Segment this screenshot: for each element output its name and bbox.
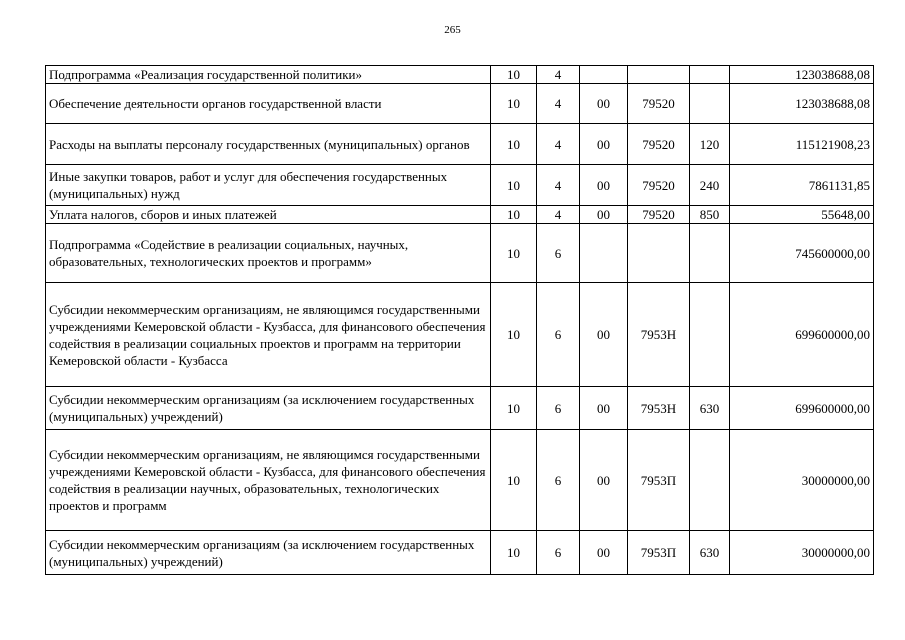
row-expense-type <box>690 283 730 387</box>
row-target-code: 7953П <box>628 531 690 575</box>
table-row <box>46 66 874 84</box>
row-amount: 745600000,00 <box>730 224 874 283</box>
row-section: 10 <box>491 430 537 531</box>
page-number: 265 <box>444 24 461 36</box>
row-target-code: 7953П <box>628 430 690 531</box>
row-amount: 30000000,00 <box>730 430 874 531</box>
row-target-code: 7953Н <box>628 387 690 430</box>
row-section: 10 <box>491 283 537 387</box>
row-section: 10 <box>491 224 537 283</box>
row-program-code: 00 <box>580 387 628 430</box>
row-section: 10 <box>491 124 537 165</box>
table-row <box>46 430 874 531</box>
row-section: 10 <box>491 387 537 430</box>
row-subsection: 6 <box>537 430 580 531</box>
row-subsection: 4 <box>537 165 580 206</box>
row-name: Подпрограмма «Реализация государственной политики» <box>46 66 491 84</box>
row-target-code: 79520 <box>628 206 690 224</box>
row-name: Субсидии некоммерческим организациям, не являющимся государственными учреждениями Кемеровской области - Кузбасса, для финансового обеспечения содействия в реализации научных, образовательных, технологических проектов и программ <box>46 430 491 531</box>
row-name: Субсидии некоммерческим организациям (за исключением государственных (муниципальных) учреждений) <box>46 531 491 575</box>
row-amount: 123038688,08 <box>730 84 874 124</box>
row-section: 10 <box>491 84 537 124</box>
row-program-code: 00 <box>580 124 628 165</box>
row-name: Подпрограмма «Содействие в реализации социальных, научных, образовательных, технологических проектов и программ» <box>46 224 491 283</box>
table-row <box>46 224 874 283</box>
row-section: 10 <box>491 66 537 84</box>
row-amount: 30000000,00 <box>730 531 874 575</box>
table-row <box>46 165 874 206</box>
row-subsection: 6 <box>537 387 580 430</box>
row-target-code <box>628 224 690 283</box>
table-row <box>46 283 874 387</box>
row-expense-type: 240 <box>690 165 730 206</box>
row-program-code: 00 <box>580 206 628 224</box>
row-expense-type <box>690 66 730 84</box>
row-subsection: 6 <box>537 224 580 283</box>
row-amount: 699600000,00 <box>730 387 874 430</box>
row-section: 10 <box>491 531 537 575</box>
row-subsection: 4 <box>537 66 580 84</box>
row-name: Обеспечение деятельности органов государственной власти <box>46 84 491 124</box>
row-subsection: 4 <box>537 84 580 124</box>
row-section: 10 <box>491 206 537 224</box>
row-expense-type: 630 <box>690 387 730 430</box>
table-row <box>46 531 874 575</box>
row-target-code: 79520 <box>628 165 690 206</box>
row-amount: 123038688,08 <box>730 66 874 84</box>
table-row <box>46 206 874 224</box>
row-amount: 115121908,23 <box>730 124 874 165</box>
row-program-code: 00 <box>580 165 628 206</box>
row-amount: 55648,00 <box>730 206 874 224</box>
row-name: Иные закупки товаров, работ и услуг для обеспечения государственных (муниципальных) нужд <box>46 165 491 206</box>
budget-table <box>45 65 874 575</box>
table-row <box>46 387 874 430</box>
table-row <box>46 124 874 165</box>
row-expense-type: 630 <box>690 531 730 575</box>
row-program-code: 00 <box>580 531 628 575</box>
row-name: Субсидии некоммерческим организациям (за исключением государственных (муниципальных) учреждений) <box>46 387 491 430</box>
row-subsection: 6 <box>537 283 580 387</box>
row-program-code: 00 <box>580 430 628 531</box>
row-subsection: 4 <box>537 206 580 224</box>
row-target-code: 79520 <box>628 84 690 124</box>
row-name: Уплата налогов, сборов и иных платежей <box>46 206 491 224</box>
row-expense-type <box>690 84 730 124</box>
row-amount: 699600000,00 <box>730 283 874 387</box>
row-subsection: 6 <box>537 531 580 575</box>
row-expense-type <box>690 224 730 283</box>
row-name: Субсидии некоммерческим организациям, не являющимся государственными учреждениями Кемеровской области - Кузбасса, для финансового обеспечения содействия в реализации социальных проектов и программ на территории Кемеровской области - Кузбасса <box>46 283 491 387</box>
row-program-code <box>580 66 628 84</box>
row-program-code <box>580 224 628 283</box>
row-subsection: 4 <box>537 124 580 165</box>
row-name: Расходы на выплаты персоналу государственных (муниципальных) органов <box>46 124 491 165</box>
row-amount: 7861131,85 <box>730 165 874 206</box>
row-target-code: 79520 <box>628 124 690 165</box>
row-expense-type: 120 <box>690 124 730 165</box>
row-expense-type: 850 <box>690 206 730 224</box>
table-row <box>46 84 874 124</box>
row-expense-type <box>690 430 730 531</box>
row-target-code: 7953Н <box>628 283 690 387</box>
row-target-code <box>628 66 690 84</box>
row-program-code: 00 <box>580 283 628 387</box>
row-section: 10 <box>491 165 537 206</box>
row-program-code: 00 <box>580 84 628 124</box>
